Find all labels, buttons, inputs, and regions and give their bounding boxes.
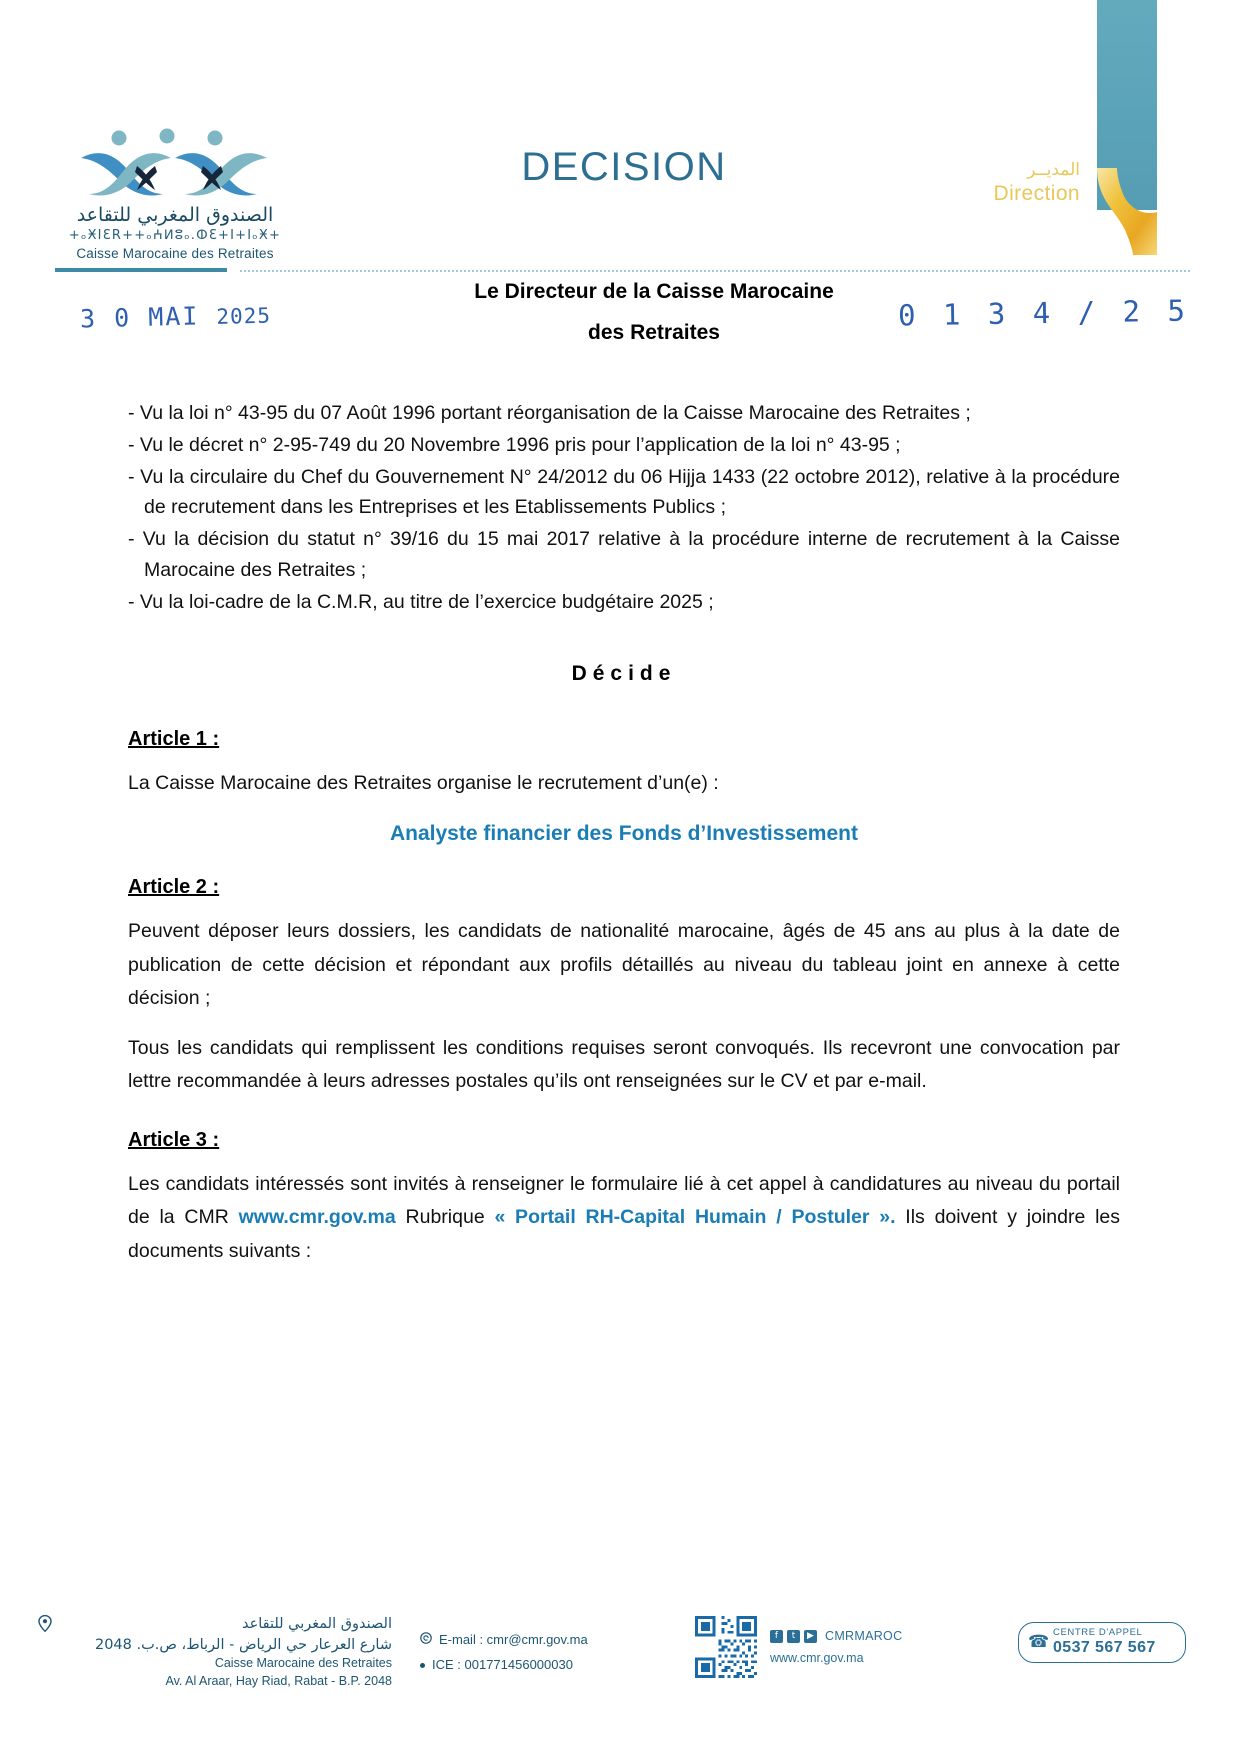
article-2-paragraph-2: Tous les candidats qui remplissent les conditions requises seront convoqués. Ils recevront une convocation par lettre recommandée à leurs adresses postales qu’ils ont renseignées sur le CV et par e-mail. [128, 1036, 1120, 1093]
email-icon [420, 1628, 432, 1653]
visa-item: - Vu la loi-cadre de la C.M.R, au titre de l’exercice budgétaire 2025 ; [128, 587, 1120, 618]
logo-french-name: Caisse Marocaine des Retraites [76, 245, 274, 261]
footer-ice: ICE : 001771456000030 [432, 1656, 573, 1672]
article-1-heading: Article 1 : [128, 727, 220, 750]
footer-org-arabic: الصندوق المغربي للتقاعد [241, 1616, 392, 1632]
direction-label-french: Direction [993, 182, 1080, 206]
article-3-text-part-1: Les candidats intéressés sont invités à renseigner le formulaire lié à cet appel à candidatures au niveau du portail de la CMR [128, 1172, 1120, 1229]
decide-label: Décide [571, 661, 677, 685]
article-3-heading: Article 3 : [128, 1128, 220, 1151]
twitter-icon[interactable]: t [787, 1630, 800, 1643]
subheading-line-2: des Retraites [588, 320, 720, 344]
bullet-icon [420, 1663, 425, 1668]
reference-number: 0 1 3 4 / 2 5 [897, 293, 1191, 333]
youtube-icon[interactable]: ▶ [804, 1630, 817, 1643]
visa-item: - Vu la décision du statut n° 39/16 du 15 mai 2017 relative à la procédure interne de recrutement à la Caisse Marocaine des Retraites ; [128, 524, 1120, 586]
qr-code[interactable] [695, 1616, 757, 1678]
article-1-text: La Caisse Marocaine des Retraites organise le recrutement d’un(e) : [128, 771, 719, 794]
logo-arabic-name: الصندوق المغربي للتقاعد [76, 204, 274, 226]
subheading-line-1: Le Directeur de la Caisse Marocaine [474, 280, 834, 303]
direction-label-arabic: المديــر [1027, 160, 1080, 180]
call-center-number: 0537 567 567 [1053, 1639, 1156, 1657]
article-3-text-part-2: Rubrique [395, 1206, 495, 1229]
footer-ice-row [420, 1653, 588, 1678]
job-title: Analyste financier des Fonds d’Investissement [390, 822, 858, 846]
date-stamp [80, 300, 272, 334]
footer-email-row [420, 1628, 588, 1653]
visa-list [128, 398, 1120, 618]
facebook-icon[interactable]: f [770, 1630, 783, 1643]
document-body [128, 398, 1120, 1268]
visa-item: - Vu le décret n° 2-95-749 du 20 Novembre 1996 pris pour l’application de la loi n° 43-95 ; [128, 430, 1120, 461]
phone-icon: ☎ [1028, 1632, 1050, 1652]
stamp-year: 2025 [216, 303, 272, 329]
header-divider-solid [55, 268, 227, 272]
footer-contact-block [420, 1628, 588, 1677]
footer-web-block [770, 1626, 902, 1668]
logo-tifinagh-name: +ₒӾIƐR++ₒⵄⵍⵓₒ.ⵀƐ+I+IₒӾ+ [68, 227, 282, 243]
direction-label [994, 160, 1080, 208]
cmr-portal-url[interactable]: www.cmr.gov.ma [238, 1206, 396, 1229]
footer-email[interactable]: E-mail : cmr@cmr.gov.ma [439, 1632, 588, 1647]
visa-item: - Vu la loi n° 43-95 du 07 Août 1996 portant réorganisation de la Caisse Marocaine des Retraites ; [128, 398, 1120, 429]
footer-address-arabic: شارع العرعار حي الرياض - الرباط، ص.ب. 2048 [94, 1636, 392, 1653]
call-center-label: CENTRE D'APPEL [1053, 1627, 1143, 1638]
call-center-badge[interactable] [1018, 1622, 1186, 1663]
stamp-day: 3 0 [79, 303, 132, 334]
article-2-heading: Article 2 : [128, 876, 220, 899]
stamp-month: MAI [147, 301, 200, 332]
portal-rubric-label: « Portail RH-Capital Humain / Postuler ». [494, 1206, 896, 1229]
header-ribbon [1097, 0, 1167, 252]
article-3-paragraph-1 [128, 1168, 1120, 1269]
page-footer [0, 1614, 1248, 1714]
article-3-text-part-3: Ils doivent y joindre les documents suivants : [128, 1206, 1120, 1262]
footer-address-french: Av. Al Araar, Hay Riad, Rabat - B.P. 2048 [165, 1673, 392, 1688]
page-title: DECISION [521, 145, 727, 189]
location-pin-icon [38, 1615, 52, 1640]
footer-org-french: Caisse Marocaine des Retraites [214, 1656, 392, 1671]
article-2-paragraph-1: Peuvent déposer leurs dossiers, les candidats de nationalité marocaine, âgés de 45 ans au plus à la date de publication de cette décision et répondant aux profils détaillés au niveau du tableau joint en annexe à cette décision ; [128, 920, 1120, 1010]
footer-address-block [62, 1614, 392, 1691]
visa-item: - Vu la circulaire du Chef du Gouvernement N° 24/2012 du 06 Hijja 1433 (22 octobre 2012), relative à la procédure de recrutement dans les Entreprises et les Etablissements Publics ; [128, 462, 1120, 524]
footer-social-handle: CMRMAROC [825, 1629, 903, 1643]
footer-social-row [770, 1626, 902, 1646]
footer-website[interactable]: www.cmr.gov.ma [770, 1651, 864, 1665]
